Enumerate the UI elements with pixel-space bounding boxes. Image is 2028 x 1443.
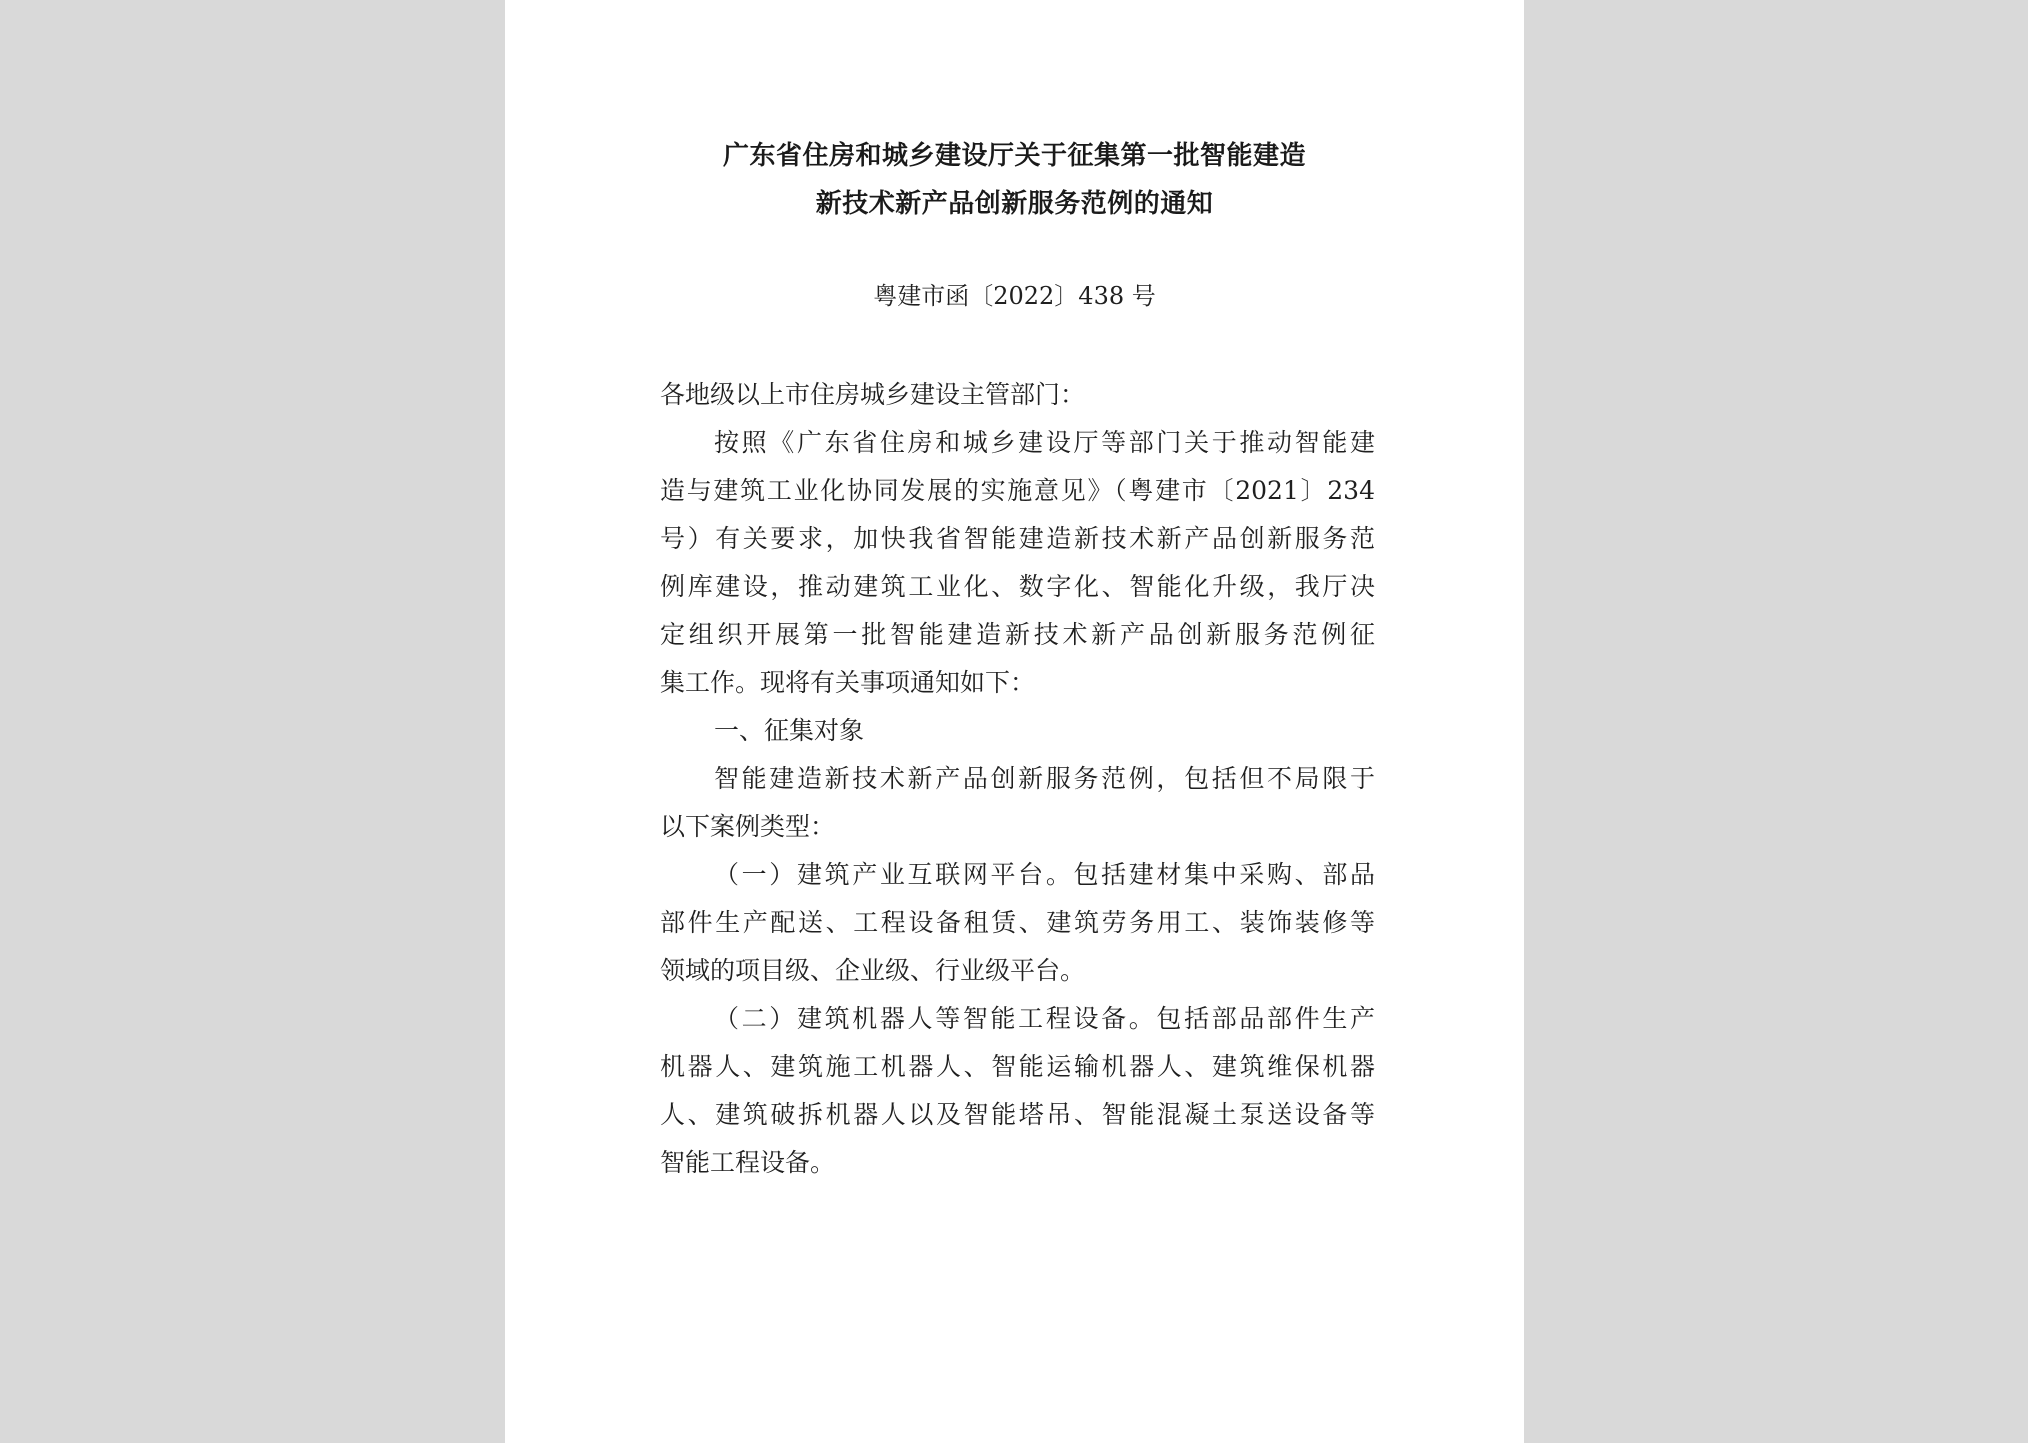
paragraph-line: 造与建筑工业化协同发展的实施意见》（粤建市〔2021〕234 (660, 476, 1375, 505)
document-page (505, 0, 1524, 1443)
list-item-line: 智能工程设备。 (660, 1148, 836, 1177)
document-body (660, 371, 1375, 1187)
title-line: 广东省住房和城乡建设厅关于征集第一批智能建造 (722, 141, 1306, 171)
paragraph-line: 定组织开展第一批智能建造新技术新产品创新服务范例征 (660, 620, 1375, 649)
title-line: 新技术新产品创新服务范例的通知 (815, 189, 1214, 219)
paragraph-line: 按照《广东省住房和城乡建设厅等部门关于推动智能建 (714, 428, 1375, 457)
paragraph-line: 例库建设，推动建筑工业化、数字化、智能化升级，我厅决 (660, 572, 1375, 601)
list-item-line: 机器人、建筑施工机器人、智能运输机器人、建筑维保机器 (660, 1052, 1375, 1081)
list-item-line: （一）建筑产业互联网平台。包括建材集中采购、部品 (714, 860, 1375, 889)
list-item-line: 领域的项目级、企业级、行业级平台。 (660, 956, 1086, 985)
addressee-line: 各地级以上市住房城乡建设主管部门： (660, 380, 1086, 409)
document-title (505, 132, 1524, 228)
paragraph-line: 号）有关要求，加快我省智能建造新技术新产品创新服务范 (660, 524, 1375, 553)
paragraph-line: 以下案例类型： (660, 812, 836, 841)
paragraph-line: 智能建造新技术新产品创新服务范例，包括但不局限于 (714, 764, 1375, 793)
document-number: 粤建市函〔2022〕438 号 (873, 282, 1156, 310)
list-item-line: 部件生产配送、工程设备租赁、建筑劳务用工、装饰装修等 (660, 908, 1375, 937)
list-item-line: （二）建筑机器人等智能工程设备。包括部品部件生产 (714, 1004, 1375, 1033)
list-item-line: 人、建筑破拆机器人以及智能塔吊、智能混凝土泵送设备等 (660, 1100, 1375, 1129)
section-heading: 一、征集对象 (714, 716, 865, 745)
paragraph-line: 集工作。现将有关事项通知如下： (660, 668, 1036, 697)
